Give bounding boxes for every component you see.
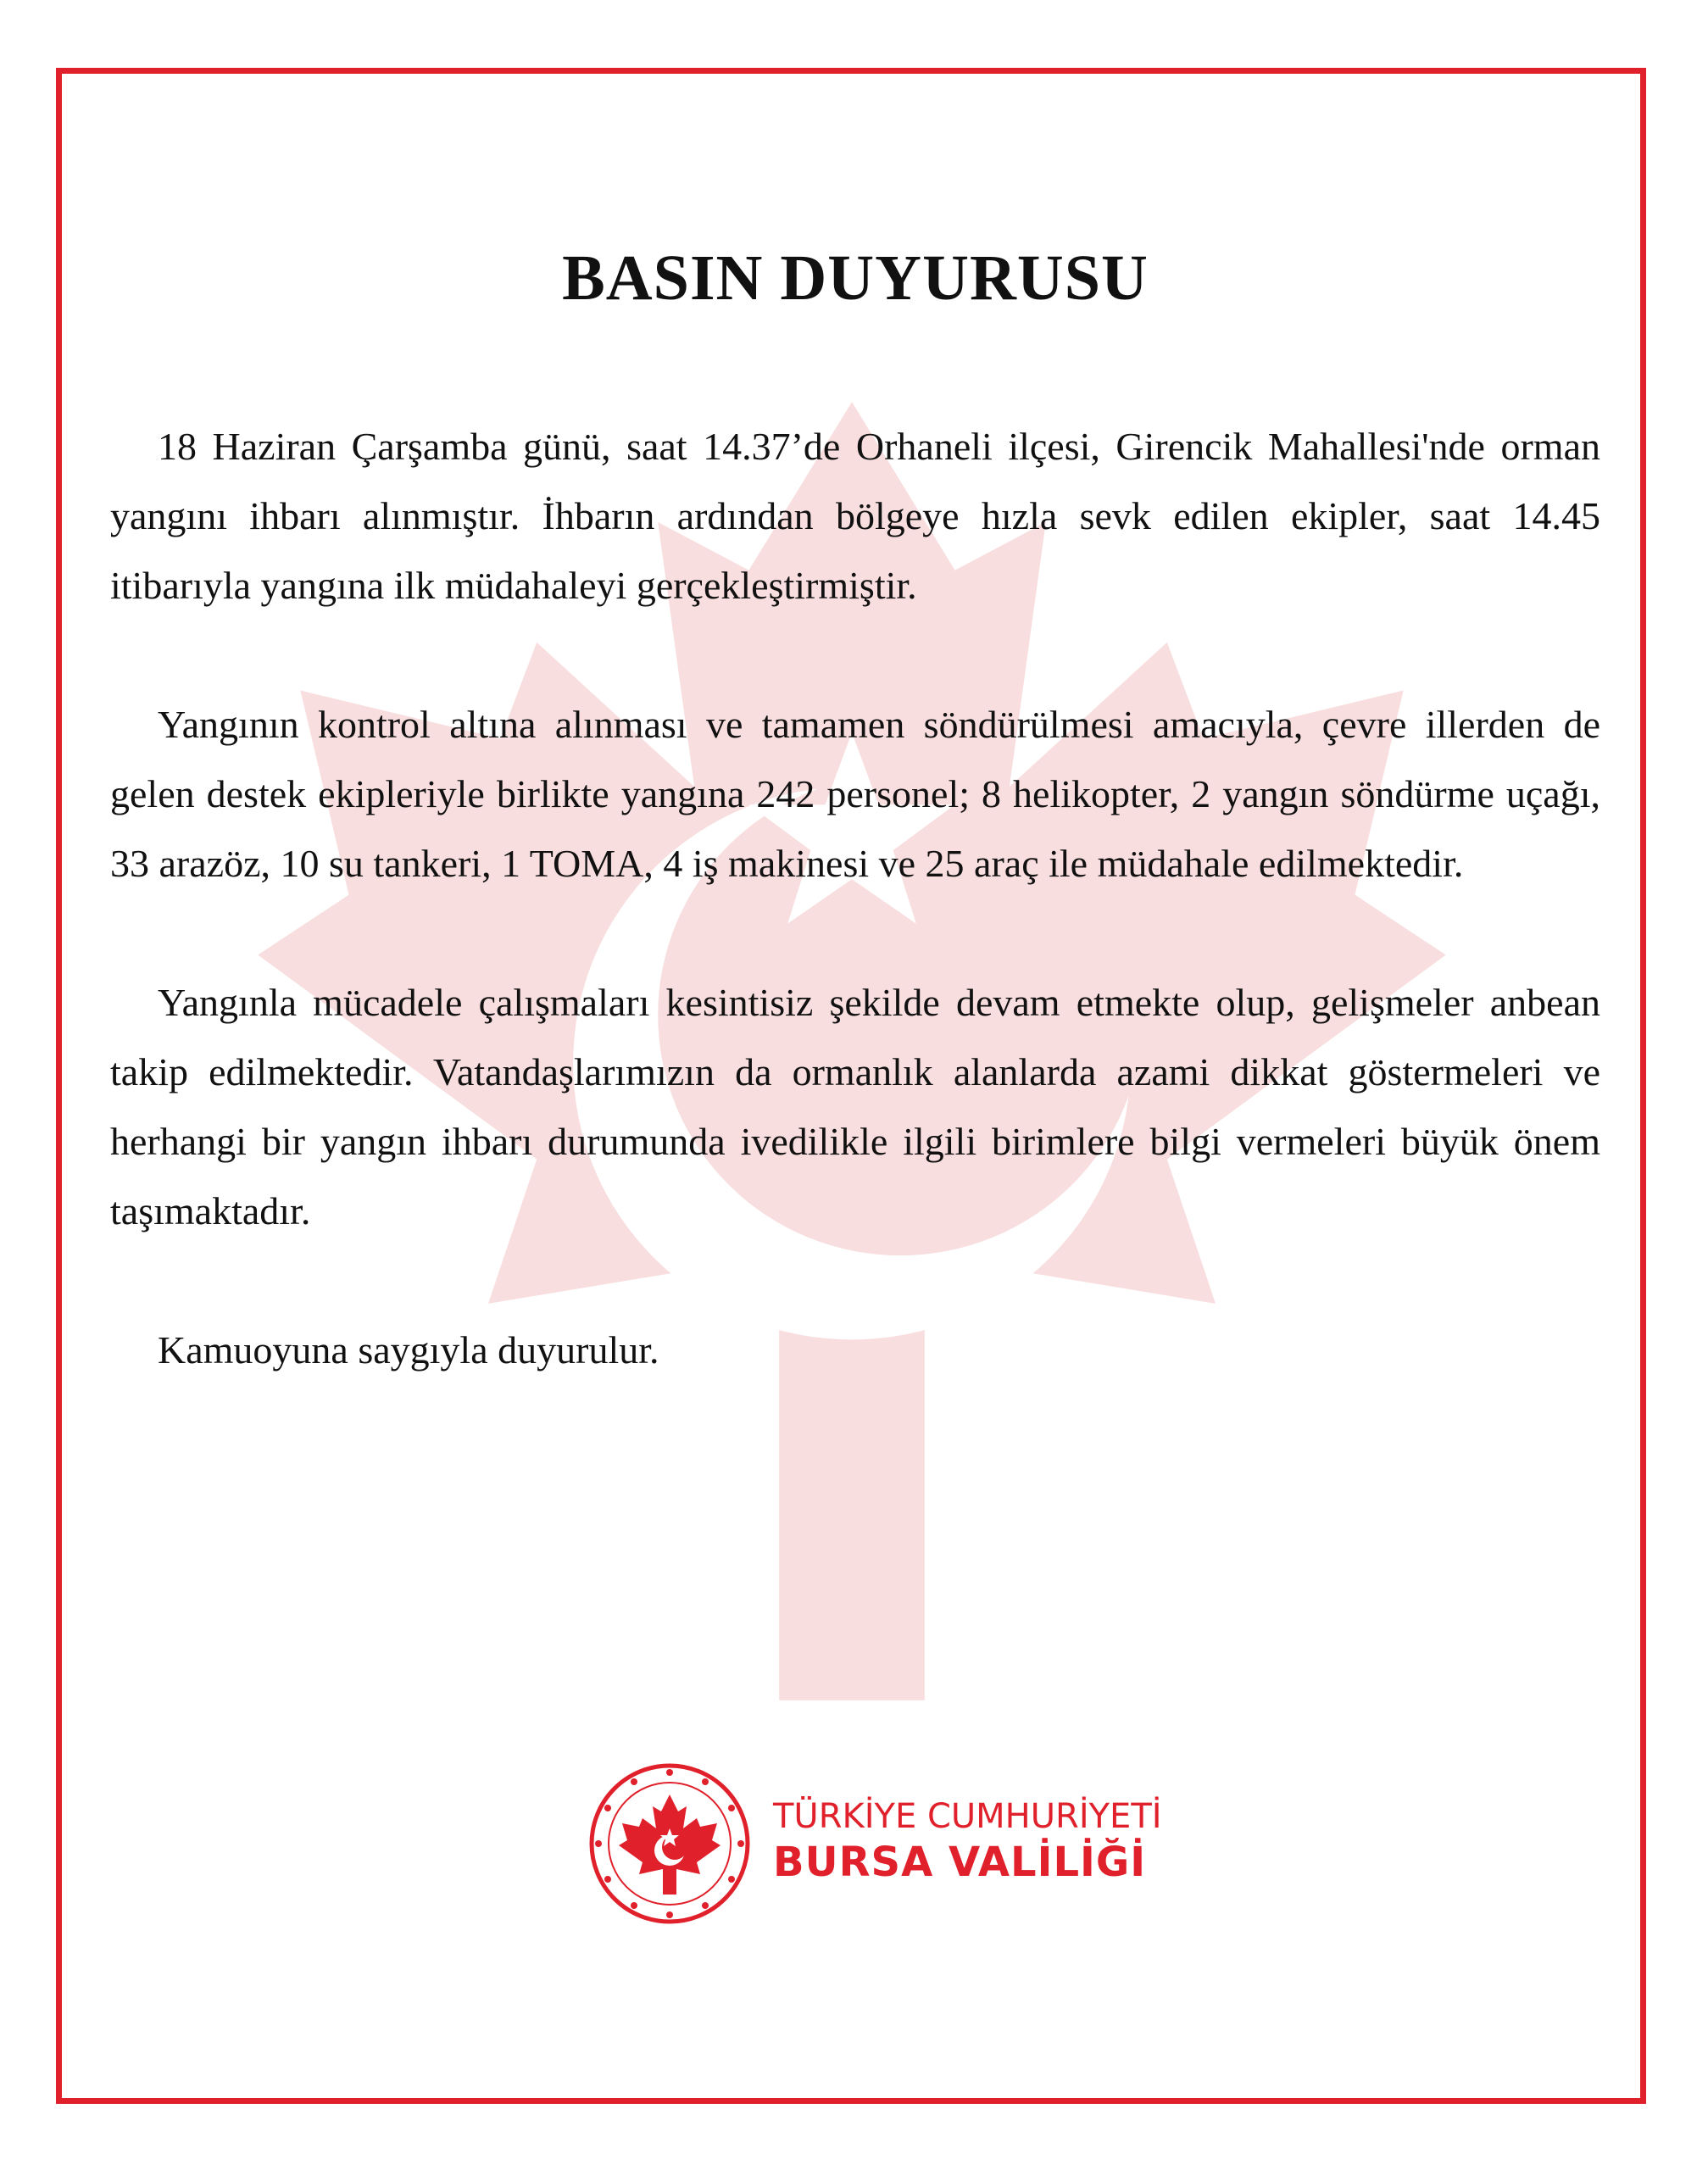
logo-line-governorship: BURSA VALİLİĞİ (773, 1839, 1147, 1886)
logo-text (773, 1796, 1162, 1888)
maple-leaf-crescent-star-seal-icon (585, 1759, 754, 1928)
document-title: BASIN DUYURUSU (562, 242, 1149, 314)
paragraph-resources: Yangının kontrol altına alınması ve tamamen söndürülmesi amacıyla, çevre illerden de gelen destek ekipleriyle birlikte yangına 242 personel; 8 helikopter, 2 yangın söndürme uçağı, 33 arazöz, 10 su tankeri, 1 TOMA, 4 iş makinesi ve 25 araç ile müdahale edilmektedir. (110, 703, 1600, 885)
paragraph-incident: 18 Haziran Çarşamba günü, saat 14.37’de Orhaneli ilçesi, Girencik Mahallesi'nde orman yangını ihbarı alınmıştır. İhbarın ardından bölgeye hızla sevk edilen ekipler, saat 14.45 itibarıyla yangına ilk müdahaleyi gerçekleştirmiştir. (110, 425, 1600, 607)
paragraph-closing: Kamuoyuna saygıyla duyurulur. (158, 1328, 659, 1372)
press-release-body (110, 242, 1600, 1455)
logo-line-republic: TÜRKİYE CUMHURİYETİ (773, 1797, 1162, 1836)
paragraph-ongoing: Yangınla mücadele çalışmaları kesintisiz şekilde devam etmekte olup, gelişmeler anbean takip edilmektedir. Vatandaşlarımızın da ormanlık alanlarda azami dikkat göstermeleri ve herhangi bir yangın ihbarı durumunda ivedilikle ilgili birimlere bilgi vermeleri büyük önem taşımaktadır. (110, 981, 1600, 1232)
bursa-valiligi-logo (585, 1759, 1162, 1928)
